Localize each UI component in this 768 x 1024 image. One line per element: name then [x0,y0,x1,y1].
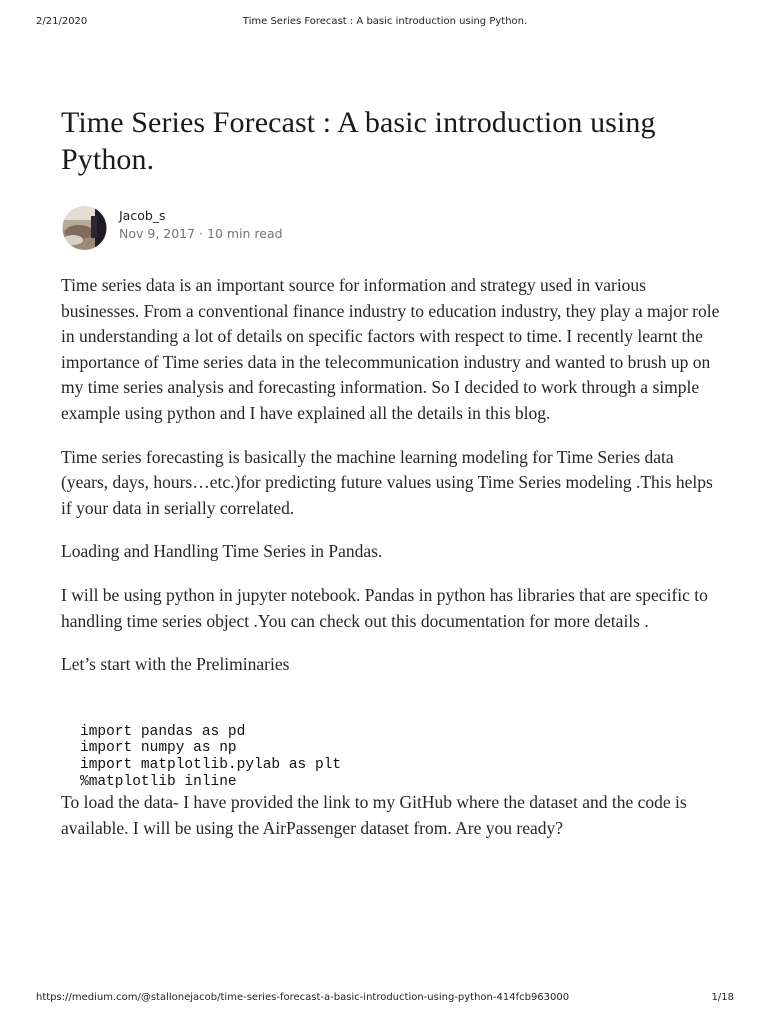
print-url[interactable]: https://medium.com/@stallonejacob/time-series-forecast-a-basic-introduction-using-python-414fcb963000 [36,992,570,1003]
article-body [61,273,721,841]
paragraph: I will be using python in jupyter notebook. Pandas in python has libraries that are specific to handling time series object .You can check out this documentation for more details . [61,584,708,631]
avatar-photo-icon [61,206,108,250]
code-line: import numpy as np [80,740,237,757]
article-title: Time Series Forecast : A basic introduction using Python. [61,106,656,176]
author-meta [119,207,283,243]
print-page-title: Time Series Forecast : A basic introduction using Python. [242,16,528,27]
code-line: import pandas as pd [80,723,246,740]
author-name[interactable]: Jacob_s [119,208,166,223]
code-line: %matplotlib inline [80,773,237,790]
paragraph: To load the data- I have provided the link to my GitHub where the dataset and the code is available. I will be using the AirPassenger dataset from. Are you ready? [61,792,687,838]
article [61,104,721,859]
print-footer [36,992,734,1006]
print-header [36,16,734,30]
print-date: 2/21/2020 [36,16,88,27]
paragraph: Time series data is an important source for information and strategy used in various businesses. From a conventional finance industry to education industry, they play a major role in understanding a lot of details on specific factors with respect to time. I recently learnt the importance of Time series data in the telecommunication industry and wanted to brush up on my time series analysis and forecasting information. So I decided to work through a simple example using python and I have explained all the details in this blog. [61,275,720,423]
code-line: import matplotlib.pylab as plt [80,756,342,773]
post-date-readtime: Nov 9, 2017 · 10 min read [119,226,283,241]
paragraph: Time series forecasting is basically the machine learning modeling for Time Series data (years, days, hours…etc.)for predicting future values using Time Series modeling .This helps if your data in serially correlated. [61,446,713,518]
author-avatar[interactable] [61,206,108,250]
author-row [61,206,721,250]
print-page-number: 1/18 [711,992,734,1003]
code-block [80,724,721,790]
paragraph: Loading and Handling Time Series in Pandas. [61,541,383,562]
paragraph: Let’s start with the Preliminaries [61,654,290,675]
